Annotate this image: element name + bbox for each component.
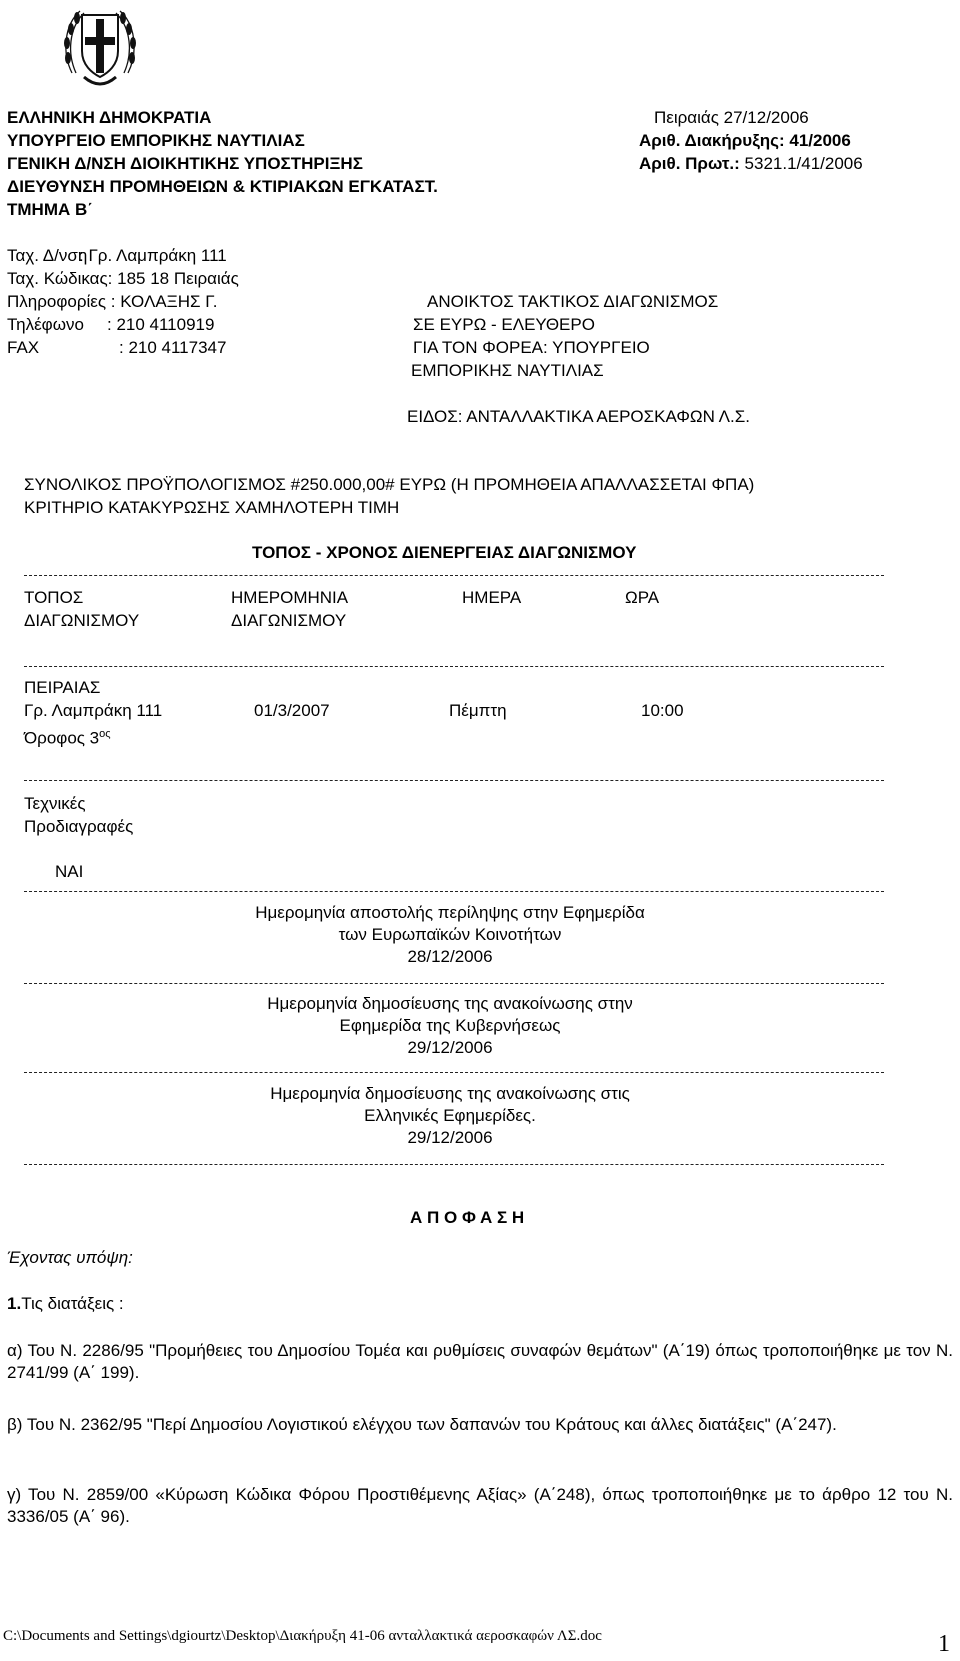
tender-line: ΑΝΟΙΚΤΟΣ ΤΑΚΤΙΚΟΣ ΔΙΑΓΩΝΙΣΜΟΣ [427, 292, 719, 311]
specs-label: Τεχνικές [24, 794, 86, 813]
total-budget: ΣΥΝΟΛΙΚΟΣ ΠΡΟΫΠΟΛΟΓΙΣΜΟΣ #250.000,00# ΕΥΡΩ (Η ΠΡΟΜΗΘΕΙΑ ΑΠΑΛΛΑΣΣΕΤΑΙ ΦΠΑ) [24, 475, 755, 494]
footer-file-path: C:\Documents and Settings\dgiourtz\Desktop\Διακήρυξη 41-06 ανταλλακτικά αεροσκαφών ΛΣ.doc [3, 1628, 602, 1644]
protocol-value: 5321.1/41/2006 [739, 154, 863, 173]
place-date: Πειραιάς 27/12/2006 [654, 108, 809, 127]
divider [24, 983, 884, 984]
tender-day: Πέμπτη [449, 701, 507, 720]
contact-postcode: Ταχ. Κώδικας: 185 18 Πειραιάς [7, 269, 239, 288]
header-line: ΕΛΛΗΝΙΚΗ ΔΗΜΟΚΡΑΤΙΑ [7, 108, 212, 127]
tender-date: 01/3/2007 [254, 701, 330, 720]
declaration-value: 41/2006 [789, 131, 851, 150]
tender-line: ΕΜΠΟΡΙΚΗΣ ΝΑΥΤΙΛΙΑΣ [411, 361, 604, 380]
provisions-heading: 1.Τις διατάξεις : [7, 1294, 124, 1313]
protocol-number [639, 154, 863, 174]
publication-eu: Ημερομηνία αποστολής περίληψης στην Εφημερίδα των Ευρωπαϊκών Κοινοτήτων 28/12/2006 [255, 903, 645, 966]
col-header-date: ΗΜΕΡΟΜΗΝΙΑ [231, 588, 349, 607]
col-header-date: ΔΙΑΓΩΝΙΣΜΟΥ [231, 611, 347, 630]
place-line: Όροφος $3^{o\varsigma}$ [24, 728, 111, 748]
col-header-time: ΩΡΑ [625, 588, 660, 607]
item-type: ΕΙΔΟΣ: ΑΝΤΑΛΛΑΚΤΙΚΑ ΑΕΡΟΣΚΑΦΩΝ Λ.Σ. [407, 407, 750, 426]
declaration-label: Αριθ. Διακήρυξης: [639, 131, 785, 150]
col-header-day: ΗΜΕΡΑ [462, 588, 522, 607]
award-criterion: ΚΡΙΤΗΡΙΟ ΚΑΤΑΚΥΡΩΣΗΣ ΧΑΜΗΛΟΤΕΡΗ ΤΙΜΗ [24, 498, 400, 517]
specs-value: ΝΑΙ [55, 862, 84, 881]
header-line: ΔΙΕΥΘΥΝΣΗ ΠΡΟΜΗΘΕΙΩΝ & ΚΤΙΡΙΑΚΩΝ ΕΓΚΑΤΑΣΤ. [7, 177, 438, 196]
decision-title: Α Π Ο Φ Α Σ Η [410, 1208, 525, 1227]
tender-line: ΣΕ ΕΥΡΩ - ΕΛΕΥΘΕΡΟ [413, 315, 595, 334]
tender-time: 10:00 [641, 701, 684, 720]
declaration-number [639, 131, 851, 151]
col-header-place: ΔΙΑΓΩΝΙΣΜΟΥ [24, 611, 140, 630]
divider [24, 1072, 884, 1073]
header-line: ΤΜΗΜΑ Β΄ [7, 200, 93, 219]
protocol-label: Αριθ. Πρωτ.: [639, 154, 740, 173]
divider [24, 1164, 884, 1165]
specs-label: Προδιαγραφές [24, 817, 134, 836]
place-line: Γρ. Λαμπράκη 111 [24, 701, 163, 720]
contact-address: Ταχ. Δ/νση: Γρ. Λαμπράκη 111 [7, 246, 227, 265]
contact-info: Πληροφορίες : ΚΟΛΑΞΗΣ Γ. [7, 292, 218, 311]
divider [24, 780, 884, 781]
place-line: ΠΕΙΡΑΙΑΣ [24, 678, 101, 697]
header-line: ΓΕΝΙΚΗ Δ/ΝΣΗ ΔΙΟΙΚΗΤΙΚΗΣ ΥΠΟΣΤΗΡΙΞΗΣ [7, 154, 363, 173]
header-line: ΥΠΟΥΡΓΕΙΟ ΕΜΠΟΡΙΚΗΣ ΝΑΥΤΙΛΙΑΣ [7, 131, 305, 150]
coat-of-arms-emblem [62, 3, 138, 95]
contact-fax: FAX : 210 4117347 [7, 338, 227, 357]
divider [24, 575, 884, 576]
publication-gazette: Ημερομηνία δημοσίευσης της ανακοίνωσης στην Εφημερίδα της Κυβερνήσεως 29/12/2006 [267, 994, 633, 1057]
clause-a: α) Του Ν. 2286/95 "Προμήθειες του Δημοσίου Τομέα και ρυθμίσεις συναφών θεμάτων" (Α΄19) όπως τροποποιήθηκε με τον Ν. 2741/99 (Α΄ 199). [7, 1341, 953, 1382]
divider [24, 891, 884, 892]
schedule-title: ΤΟΠΟΣ - ΧΡΟΝΟΣ ΔΙΕΝΕΡΓΕΙΑΣ ΔΙΑΓΩΝΙΣΜΟΥ [252, 543, 637, 562]
considering-label: Έχοντας υπόψη: [7, 1248, 133, 1267]
col-header-place: ΤΟΠΟΣ [24, 588, 84, 607]
clause-c: γ) Του Ν. 2859/00 «Κύρωση Κώδικα Φόρου Προστιθέμενης Αξίας» (Α΄248), όπως τροποποιήθηκε με το άρθρο 12 του Ν. 3336/05 (Α΄ 96). [7, 1485, 953, 1526]
tender-line: ΓΙΑ ΤΟΝ ΦΟΡΕΑ: ΥΠΟΥΡΓΕΙΟ [413, 338, 650, 357]
clause-b: β) Του Ν. 2362/95 "Περί Δημοσίου Λογιστικού ελέγχου των δαπανών του Κράτους και άλλες διατάξεις" (Α΄247). [7, 1415, 837, 1434]
publication-newspapers: Ημερομηνία δημοσίευσης της ανακοίνωσης στις Ελληνικές Εφημερίδες. 29/12/2006 [270, 1084, 630, 1147]
contact-phone: Τηλέφωνο : 210 4110919 [7, 315, 215, 334]
page-number: 1 [938, 1631, 950, 1657]
divider [24, 666, 884, 667]
